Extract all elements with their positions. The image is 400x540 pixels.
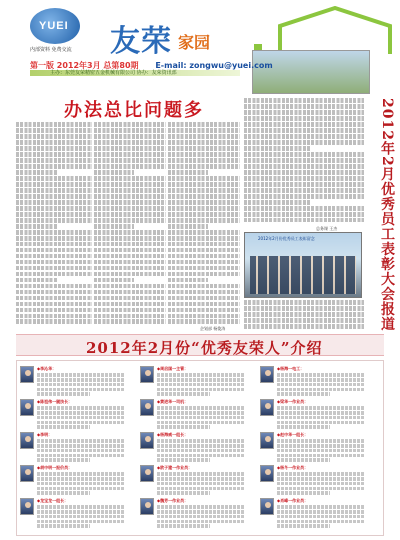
text-line <box>157 373 245 377</box>
text-line <box>168 319 240 324</box>
text-line <box>94 230 166 235</box>
text-line <box>37 425 90 429</box>
employee-photo <box>20 465 34 482</box>
text-line <box>157 421 245 425</box>
employee-entry <box>140 498 245 528</box>
text-line <box>244 104 364 109</box>
text-line <box>168 230 240 235</box>
text-line <box>157 444 245 448</box>
text-line <box>168 164 240 169</box>
logo-subtitle: 内部资料 免费交流 <box>30 47 72 53</box>
text-line <box>16 236 92 241</box>
text-line <box>94 140 166 145</box>
text-line <box>16 242 92 247</box>
text-line <box>94 314 166 319</box>
text-line <box>168 314 240 319</box>
employee-entry <box>140 465 245 495</box>
text-line <box>37 477 125 481</box>
text-line <box>16 284 92 289</box>
employee-description <box>37 472 125 495</box>
text-line <box>168 146 240 151</box>
employee-photo <box>20 399 34 416</box>
text-line <box>157 487 245 491</box>
article2-text <box>244 98 364 228</box>
logo-text: YUEI <box>39 20 69 32</box>
text-line <box>16 188 92 193</box>
text-line <box>168 170 208 175</box>
text-line <box>16 164 92 169</box>
text-line <box>244 164 364 169</box>
text-line <box>168 152 240 157</box>
text-line <box>16 182 92 187</box>
text-line <box>16 302 92 307</box>
text-line <box>244 98 364 103</box>
text-line <box>168 158 240 163</box>
newspaper-brand: 友荣 <box>110 24 172 59</box>
text-line <box>277 444 365 448</box>
text-line <box>168 290 240 295</box>
text-line <box>16 230 92 235</box>
text-line <box>157 388 245 392</box>
text-line <box>94 152 166 157</box>
text-line <box>94 308 166 313</box>
newspaper-brand-sub: 家园 <box>178 33 211 52</box>
employee-name: ◆杨冬一作业员： <box>277 465 309 470</box>
text-line <box>168 302 240 307</box>
text-line <box>37 458 90 462</box>
text-line <box>168 266 240 271</box>
text-line <box>168 254 240 259</box>
text-line <box>94 164 166 169</box>
text-line <box>277 411 365 415</box>
employee-name: ◆李明： <box>37 432 53 437</box>
text-line <box>168 272 240 277</box>
text-line <box>168 248 240 253</box>
text-line <box>16 176 92 181</box>
text-line <box>16 290 92 295</box>
text-line <box>168 134 240 139</box>
text-line <box>37 510 125 514</box>
text-line <box>16 206 92 211</box>
text-line <box>94 284 166 289</box>
employee-name: ◆龙宝龙一组长： <box>37 498 69 503</box>
text-line <box>16 134 92 139</box>
text-line <box>94 296 166 301</box>
employee-entry <box>20 366 125 396</box>
article2-side-title: 2012年2月优秀员工表彰大会报道 <box>367 98 397 332</box>
text-line <box>244 194 364 199</box>
text-line <box>277 439 365 443</box>
text-line <box>168 284 240 289</box>
employee-description <box>277 373 365 396</box>
text-line <box>277 425 330 429</box>
text-line <box>168 212 240 217</box>
text-line <box>277 477 365 481</box>
text-line <box>94 212 166 217</box>
text-line <box>16 194 92 199</box>
text-line <box>94 290 166 295</box>
text-line <box>277 373 365 377</box>
text-line <box>244 140 364 145</box>
employee-photo <box>140 366 154 383</box>
text-line <box>94 254 166 259</box>
text-line <box>168 128 240 133</box>
text-line <box>16 278 58 283</box>
text-line <box>37 383 125 387</box>
employee-entry <box>20 465 125 495</box>
text-line <box>37 505 125 509</box>
text-line <box>37 421 125 425</box>
employee-name: ◆肖峰一作业员： <box>277 498 309 503</box>
employee-photo <box>260 465 274 482</box>
text-line <box>94 248 166 253</box>
text-line <box>37 487 125 491</box>
text-line <box>94 319 166 324</box>
employee-photo <box>20 498 34 515</box>
employee-description <box>37 406 125 429</box>
text-line <box>277 416 365 420</box>
text-line <box>37 373 125 377</box>
text-line <box>157 411 245 415</box>
text-line <box>94 278 134 283</box>
text-line <box>277 524 330 528</box>
text-line <box>244 182 364 187</box>
organizer-line: 主办：东莞友荣精密五金机械有限公司 协办：友荣资讯部 <box>50 70 177 76</box>
text-line <box>168 194 240 199</box>
text-line <box>37 472 125 476</box>
article2-text-continued <box>244 300 364 330</box>
text-line <box>16 152 92 157</box>
text-line <box>94 224 134 229</box>
text-line <box>277 482 365 486</box>
employee-photo <box>140 498 154 515</box>
text-line <box>244 128 364 133</box>
text-line <box>244 152 364 157</box>
employee-description <box>277 472 365 495</box>
text-line <box>94 302 166 307</box>
text-line <box>37 411 125 415</box>
section2-title: 2012年2月份“优秀友荣人”介绍 <box>86 339 323 357</box>
text-line <box>157 416 245 420</box>
text-line <box>244 200 310 205</box>
text-line <box>16 212 92 217</box>
employee-description <box>157 439 245 462</box>
text-line <box>277 487 365 491</box>
text-line <box>16 308 92 313</box>
text-line <box>37 406 125 410</box>
text-line <box>277 520 365 524</box>
employee-photo <box>20 366 34 383</box>
text-line <box>157 392 210 396</box>
text-line <box>94 200 166 205</box>
text-line <box>277 378 365 382</box>
text-line <box>157 477 245 481</box>
masthead <box>0 0 400 90</box>
text-line <box>277 515 365 519</box>
text-line <box>277 449 365 453</box>
employee-description <box>277 406 365 429</box>
employee-entry <box>260 498 365 528</box>
text-line <box>244 300 364 305</box>
article1-headline: 办法总比问题多 <box>64 100 204 121</box>
text-line <box>244 324 364 329</box>
text-line <box>16 128 92 133</box>
award-people-row <box>250 256 356 294</box>
employee-name: ◆梁华一作业员： <box>277 399 309 404</box>
text-line <box>16 200 92 205</box>
text-line <box>244 134 364 139</box>
employee-photo <box>260 399 274 416</box>
text-line <box>37 439 125 443</box>
text-line <box>94 242 166 247</box>
text-line <box>244 212 364 217</box>
employee-name: ◆陈祖伟一腿技长： <box>37 399 73 404</box>
factory-photo <box>252 50 370 94</box>
text-line <box>168 206 240 211</box>
text-line <box>16 319 92 324</box>
employee-photo <box>260 366 274 383</box>
text-line <box>37 454 125 458</box>
text-line <box>94 266 166 271</box>
text-line <box>157 425 210 429</box>
text-line <box>244 312 364 317</box>
text-line <box>168 308 240 313</box>
text-line <box>244 146 310 151</box>
employee-photo <box>260 432 274 449</box>
employee-entry <box>20 432 125 462</box>
text-line <box>277 421 365 425</box>
text-line <box>277 392 330 396</box>
text-line <box>168 176 240 181</box>
text-line <box>16 296 92 301</box>
text-line <box>157 524 210 528</box>
employee-entry <box>260 432 365 462</box>
text-line <box>37 416 125 420</box>
employee-entry <box>260 366 365 396</box>
text-line <box>277 505 365 509</box>
text-line <box>37 524 90 528</box>
text-line <box>277 458 330 462</box>
article1-column-3 <box>168 122 240 328</box>
text-line <box>277 388 365 392</box>
text-line <box>168 242 240 247</box>
text-line <box>94 134 166 139</box>
employee-description <box>277 505 365 528</box>
text-line <box>94 176 166 181</box>
text-line <box>16 122 92 127</box>
text-line <box>16 272 92 277</box>
text-line <box>37 392 90 396</box>
text-line <box>16 218 92 223</box>
employee-photo <box>260 498 274 515</box>
text-line <box>94 128 166 133</box>
text-line <box>37 388 125 392</box>
text-line <box>277 383 365 387</box>
text-line <box>244 306 364 311</box>
employee-entry <box>140 399 245 429</box>
text-line <box>277 454 365 458</box>
text-line <box>168 188 240 193</box>
text-line <box>244 206 364 211</box>
employee-description <box>277 439 365 462</box>
text-line <box>94 188 166 193</box>
employee-name: ◆赵中华一组长： <box>277 432 309 437</box>
text-line <box>16 146 92 151</box>
text-line <box>244 158 364 163</box>
text-line <box>277 406 365 410</box>
text-line <box>94 272 166 277</box>
employee-photo <box>140 432 154 449</box>
employee-photo <box>20 432 34 449</box>
text-line <box>157 505 245 509</box>
employee-description <box>157 472 245 495</box>
text-line <box>157 458 210 462</box>
text-line <box>16 170 58 175</box>
text-line <box>168 260 240 265</box>
text-line <box>157 515 245 519</box>
text-line <box>168 218 240 223</box>
employee-name: ◆黄进华一司机： <box>157 399 189 404</box>
employee-description <box>37 439 125 462</box>
text-line <box>168 296 240 301</box>
text-line <box>157 449 245 453</box>
text-line <box>16 248 92 253</box>
employee-name: ◆周启国一主管： <box>157 366 189 371</box>
text-line <box>37 520 125 524</box>
issue-number: 第一版 2012年3月 总第80期 <box>30 61 139 70</box>
text-line <box>244 116 364 121</box>
text-line <box>94 158 166 163</box>
employee-description <box>157 505 245 528</box>
text-line <box>94 260 166 265</box>
employee-name: ◆胡中明一报价员： <box>37 465 73 470</box>
text-line <box>157 406 245 410</box>
employee-name: ◆李沁华： <box>37 366 57 371</box>
text-line <box>244 170 364 175</box>
employee-description <box>157 406 245 429</box>
text-line <box>16 260 92 265</box>
text-line <box>168 236 240 241</box>
text-line <box>168 140 240 145</box>
employee-name: ◆杨海威一组长： <box>157 432 189 437</box>
article1-column-1 <box>16 122 92 328</box>
text-line <box>277 491 330 495</box>
article1-byline: 企划部 杨俊涛 <box>200 326 226 331</box>
employee-photo <box>140 399 154 416</box>
employee-entry <box>260 465 365 495</box>
text-line <box>94 122 166 127</box>
text-line <box>157 378 245 382</box>
text-line <box>157 383 245 387</box>
text-line <box>16 224 58 229</box>
text-line <box>277 472 365 476</box>
text-line <box>244 318 364 323</box>
article2-byline: 总务课 王杰 <box>316 226 338 231</box>
employee-description <box>37 373 125 396</box>
text-line <box>157 491 210 495</box>
employee-entry <box>140 366 245 396</box>
employee-photo <box>140 465 154 482</box>
text-line <box>168 122 240 127</box>
email-address: E-mail: zongwu@yuei.com <box>155 61 273 70</box>
text-line <box>37 444 125 448</box>
text-line <box>16 314 92 319</box>
text-line <box>157 520 245 524</box>
text-line <box>37 491 90 495</box>
text-line <box>16 254 92 259</box>
text-line <box>244 188 364 193</box>
employee-description <box>157 373 245 396</box>
text-line <box>168 224 208 229</box>
text-line <box>157 454 245 458</box>
text-line <box>16 158 92 163</box>
article1-column-2 <box>94 122 166 328</box>
text-line <box>94 182 166 187</box>
text-line <box>157 482 245 486</box>
text-line <box>157 510 245 514</box>
text-line <box>168 278 208 283</box>
employee-entry <box>20 399 125 429</box>
text-line <box>168 182 240 187</box>
text-line <box>37 449 125 453</box>
text-line <box>94 194 166 199</box>
text-line <box>37 515 125 519</box>
text-line <box>244 110 364 115</box>
text-line <box>94 218 166 223</box>
employee-entry <box>260 399 365 429</box>
text-line <box>37 378 125 382</box>
employee-name: ◆魏芳一作业员： <box>157 498 189 503</box>
text-line <box>168 200 240 205</box>
text-line <box>244 122 364 127</box>
text-line <box>37 482 125 486</box>
photo-caption: 2012年2月份优秀员工表彰留念 <box>258 236 315 241</box>
text-line <box>94 206 166 211</box>
text-line <box>16 266 92 271</box>
text-line <box>94 170 134 175</box>
employee-name: ◆欧子建一作业员： <box>157 465 193 470</box>
text-line <box>244 176 364 181</box>
text-line <box>277 510 365 514</box>
employee-name: ◆杨海一电工： <box>277 366 305 371</box>
text-line <box>16 140 92 145</box>
text-line <box>157 439 245 443</box>
text-line <box>94 236 166 241</box>
text-line <box>244 218 364 223</box>
text-line <box>94 146 166 151</box>
employee-entry <box>20 498 125 528</box>
employee-entry <box>140 432 245 462</box>
text-line <box>157 472 245 476</box>
employee-description <box>37 505 125 528</box>
